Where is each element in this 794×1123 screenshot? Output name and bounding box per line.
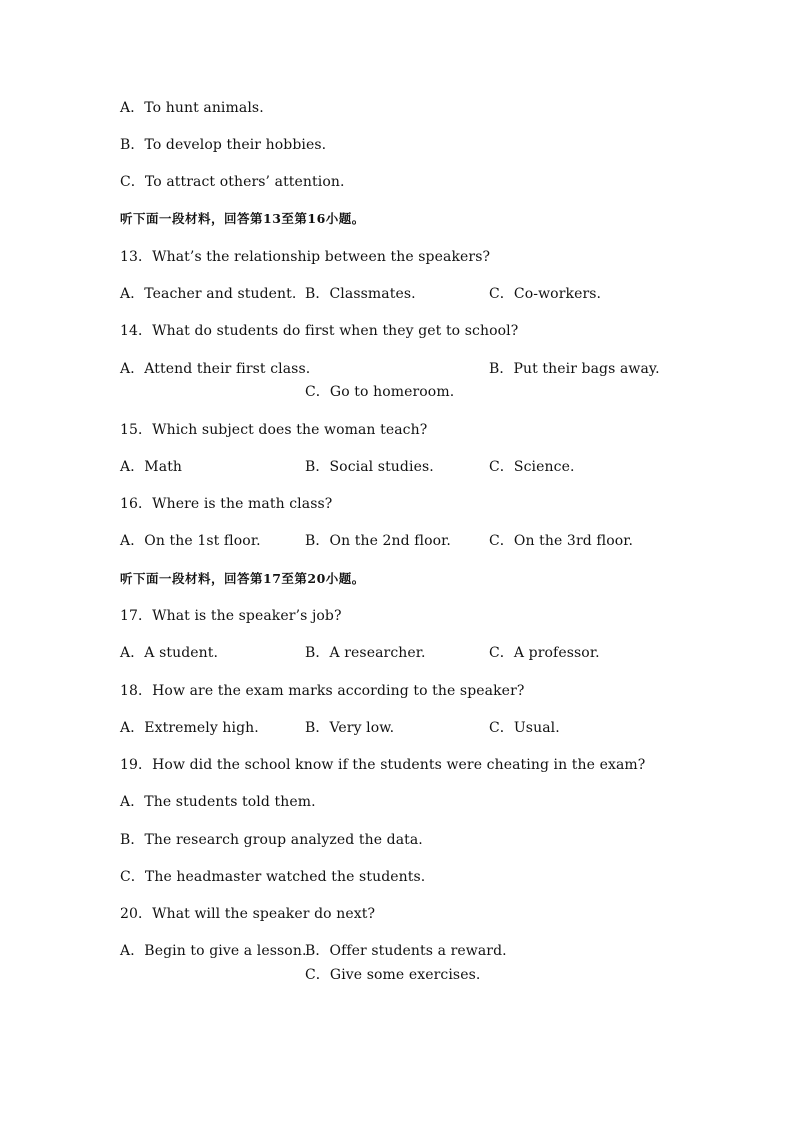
q18-option-a: A．Extremely high.: [120, 720, 259, 736]
q13-option-b: B．Classmates.: [305, 286, 416, 302]
q15-option-a: A．Math: [120, 459, 183, 475]
q14-option-b: B．Put their bags away.: [489, 361, 660, 377]
q14-option-a: A．Attend their first class.: [120, 361, 311, 377]
q18-option-b: B．Very low.: [305, 720, 395, 736]
q14-option-c: C．Go to homeroom.: [305, 384, 455, 400]
q16-option-a: A．On the 1st floor.: [120, 533, 261, 549]
q20-option-b: B．Offer students a reward.: [305, 943, 507, 959]
q15-option-c: C．Science.: [489, 459, 575, 475]
q18-question: 18．How are the exam marks according to the speaker?: [120, 683, 525, 699]
q20-option-a: A．Begin to give a lesson.: [120, 943, 307, 959]
q19-option-a: A．The students told them.: [120, 794, 316, 810]
q20-question: 20．What will the speaker do next?: [120, 906, 376, 922]
q16-option-c: C．On the 3rd floor.: [489, 533, 634, 549]
q17-option-c: C．A professor.: [489, 645, 600, 661]
q15-question: 15．Which subject does the woman teach?: [120, 422, 428, 438]
q14-question: 14．What do students do first when they get to school?: [120, 323, 519, 339]
q13-question: 13．What’s the relationship between the speakers?: [120, 249, 491, 265]
q12-option-c: C．To attract others’ attention.: [120, 174, 345, 190]
q20-option-c: C．Give some exercises.: [305, 967, 481, 983]
q18-option-c: C．Usual.: [489, 720, 560, 736]
q12-option-a: A．To hunt animals.: [120, 100, 264, 116]
section-instruction-13-16: 听下面一段材料，回答第13至第16小题。: [120, 211, 365, 226]
q17-option-a: A．A student.: [120, 645, 219, 661]
q19-option-b: B．The research group analyzed the data.: [120, 832, 423, 848]
q12-option-b: B．To develop their hobbies.: [120, 137, 327, 153]
section-instruction-17-20: 听下面一段材料，回答第17至第20小题。: [120, 571, 365, 586]
q16-question: 16．Where is the math class?: [120, 496, 333, 512]
q13-option-c: C．Co-workers.: [489, 286, 602, 302]
q13-option-a: A．Teacher and student.: [120, 286, 297, 302]
q16-option-b: B．On the 2nd floor.: [305, 533, 451, 549]
q15-option-b: B．Social studies.: [305, 459, 434, 475]
q19-option-c: C．The headmaster watched the students.: [120, 869, 426, 885]
q19-question: 19．How did the school know if the students were cheating in the exam?: [120, 757, 646, 773]
q17-question: 17．What is the speaker’s job?: [120, 608, 342, 624]
q17-option-b: B．A researcher.: [305, 645, 426, 661]
